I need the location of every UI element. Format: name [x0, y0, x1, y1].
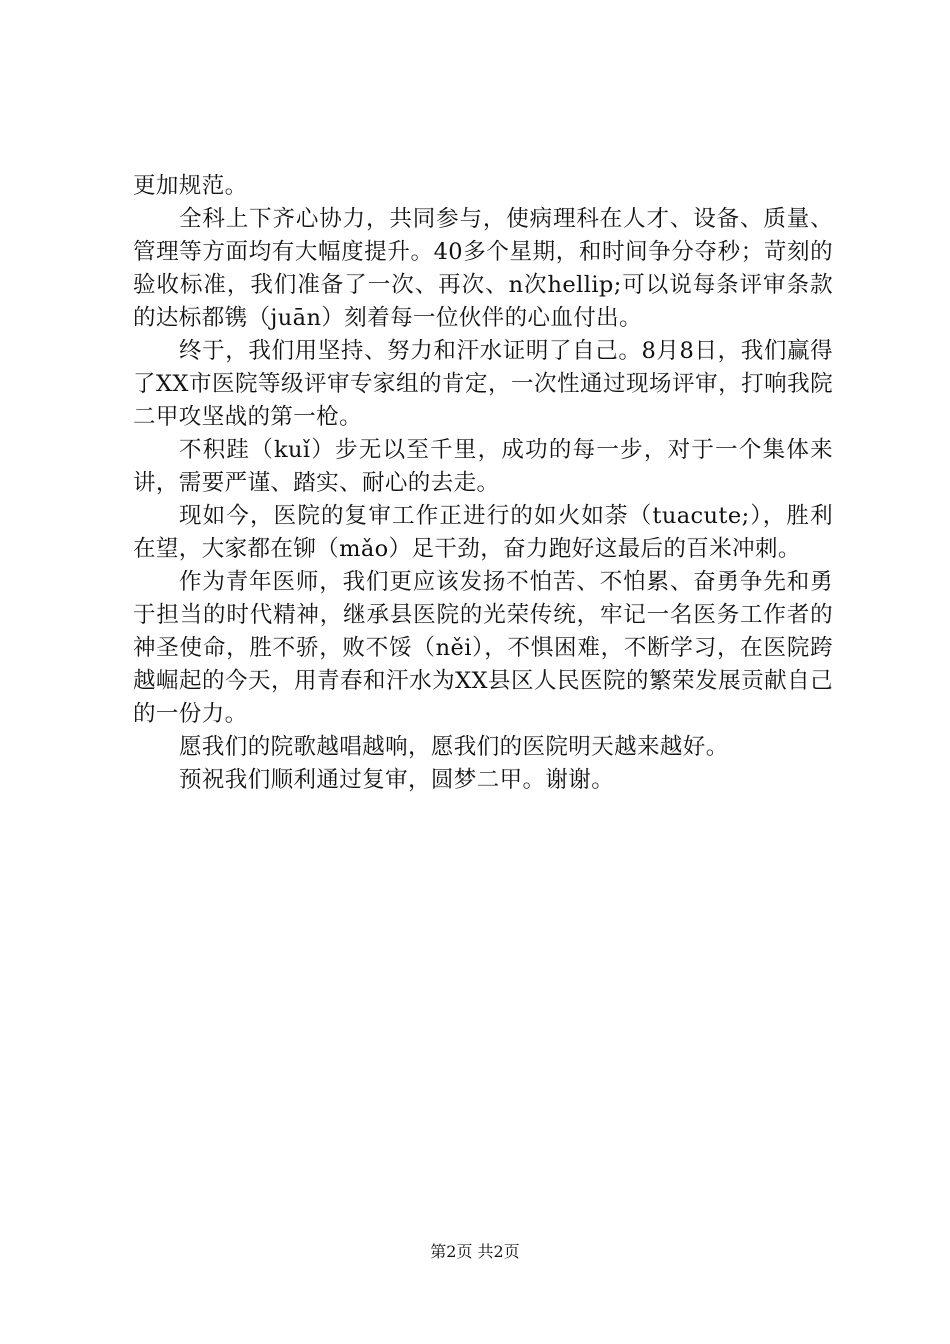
- paragraph-3: 终于，我们用坚持、努力和汗水证明了自己。8月8日，我们赢得了XX市医院等级评审专家组的肯定，一次性通过现场评审，打响我院二甲攻坚战的第一枪。: [133, 338, 833, 430]
- paragraph-7: 愿我们的院歌越唱越响，愿我们的医院明天越来越好。: [179, 734, 729, 760]
- paragraph-4: 不积跬（kuǐ）步无以至千里，成功的每一步，对于一个集体来讲，需要严谨、踏实、耐心的去走。: [133, 437, 833, 496]
- page-footer: 第2页 共2页: [430, 1242, 520, 1261]
- paragraph-1: 更加规范。: [133, 173, 248, 199]
- paragraph-2: 全科上下齐心协力，共同参与，使病理科在人才、设备、质量、管理等方面均有大幅度提升。40多个星期，和时间争分夺秒；苛刻的验收标准，我们准备了一次、再次、n次hellip;可以说每条评审条款的达标都镌（juān）刻着每一位伙伴的心血付出。: [133, 206, 833, 331]
- paragraph-8: 预祝我们顺利通过复审，圆梦二甲。谢谢。: [179, 767, 615, 793]
- paragraph-6: 作为青年医师，我们更应该发扬不怕苦、不怕累、奋勇争先和勇于担当的时代精神，继承县医院的光荣传统，牢记一名医务工作者的神圣使命，胜不骄，败不馁（něi），不惧困难，不断学习，在医院跨越崛起的今天，用青春和汗水为XX县区人民医院的繁荣发展贡献自己的一份力。: [133, 569, 833, 727]
- paragraph-5: 现如今，医院的复审工作正进行的如火如荼（tuacute;），胜利在望，大家都在铆（mǎo）足干劲，奋力跑好这最后的百米冲刺。: [133, 503, 833, 562]
- document-body: [133, 170, 833, 797]
